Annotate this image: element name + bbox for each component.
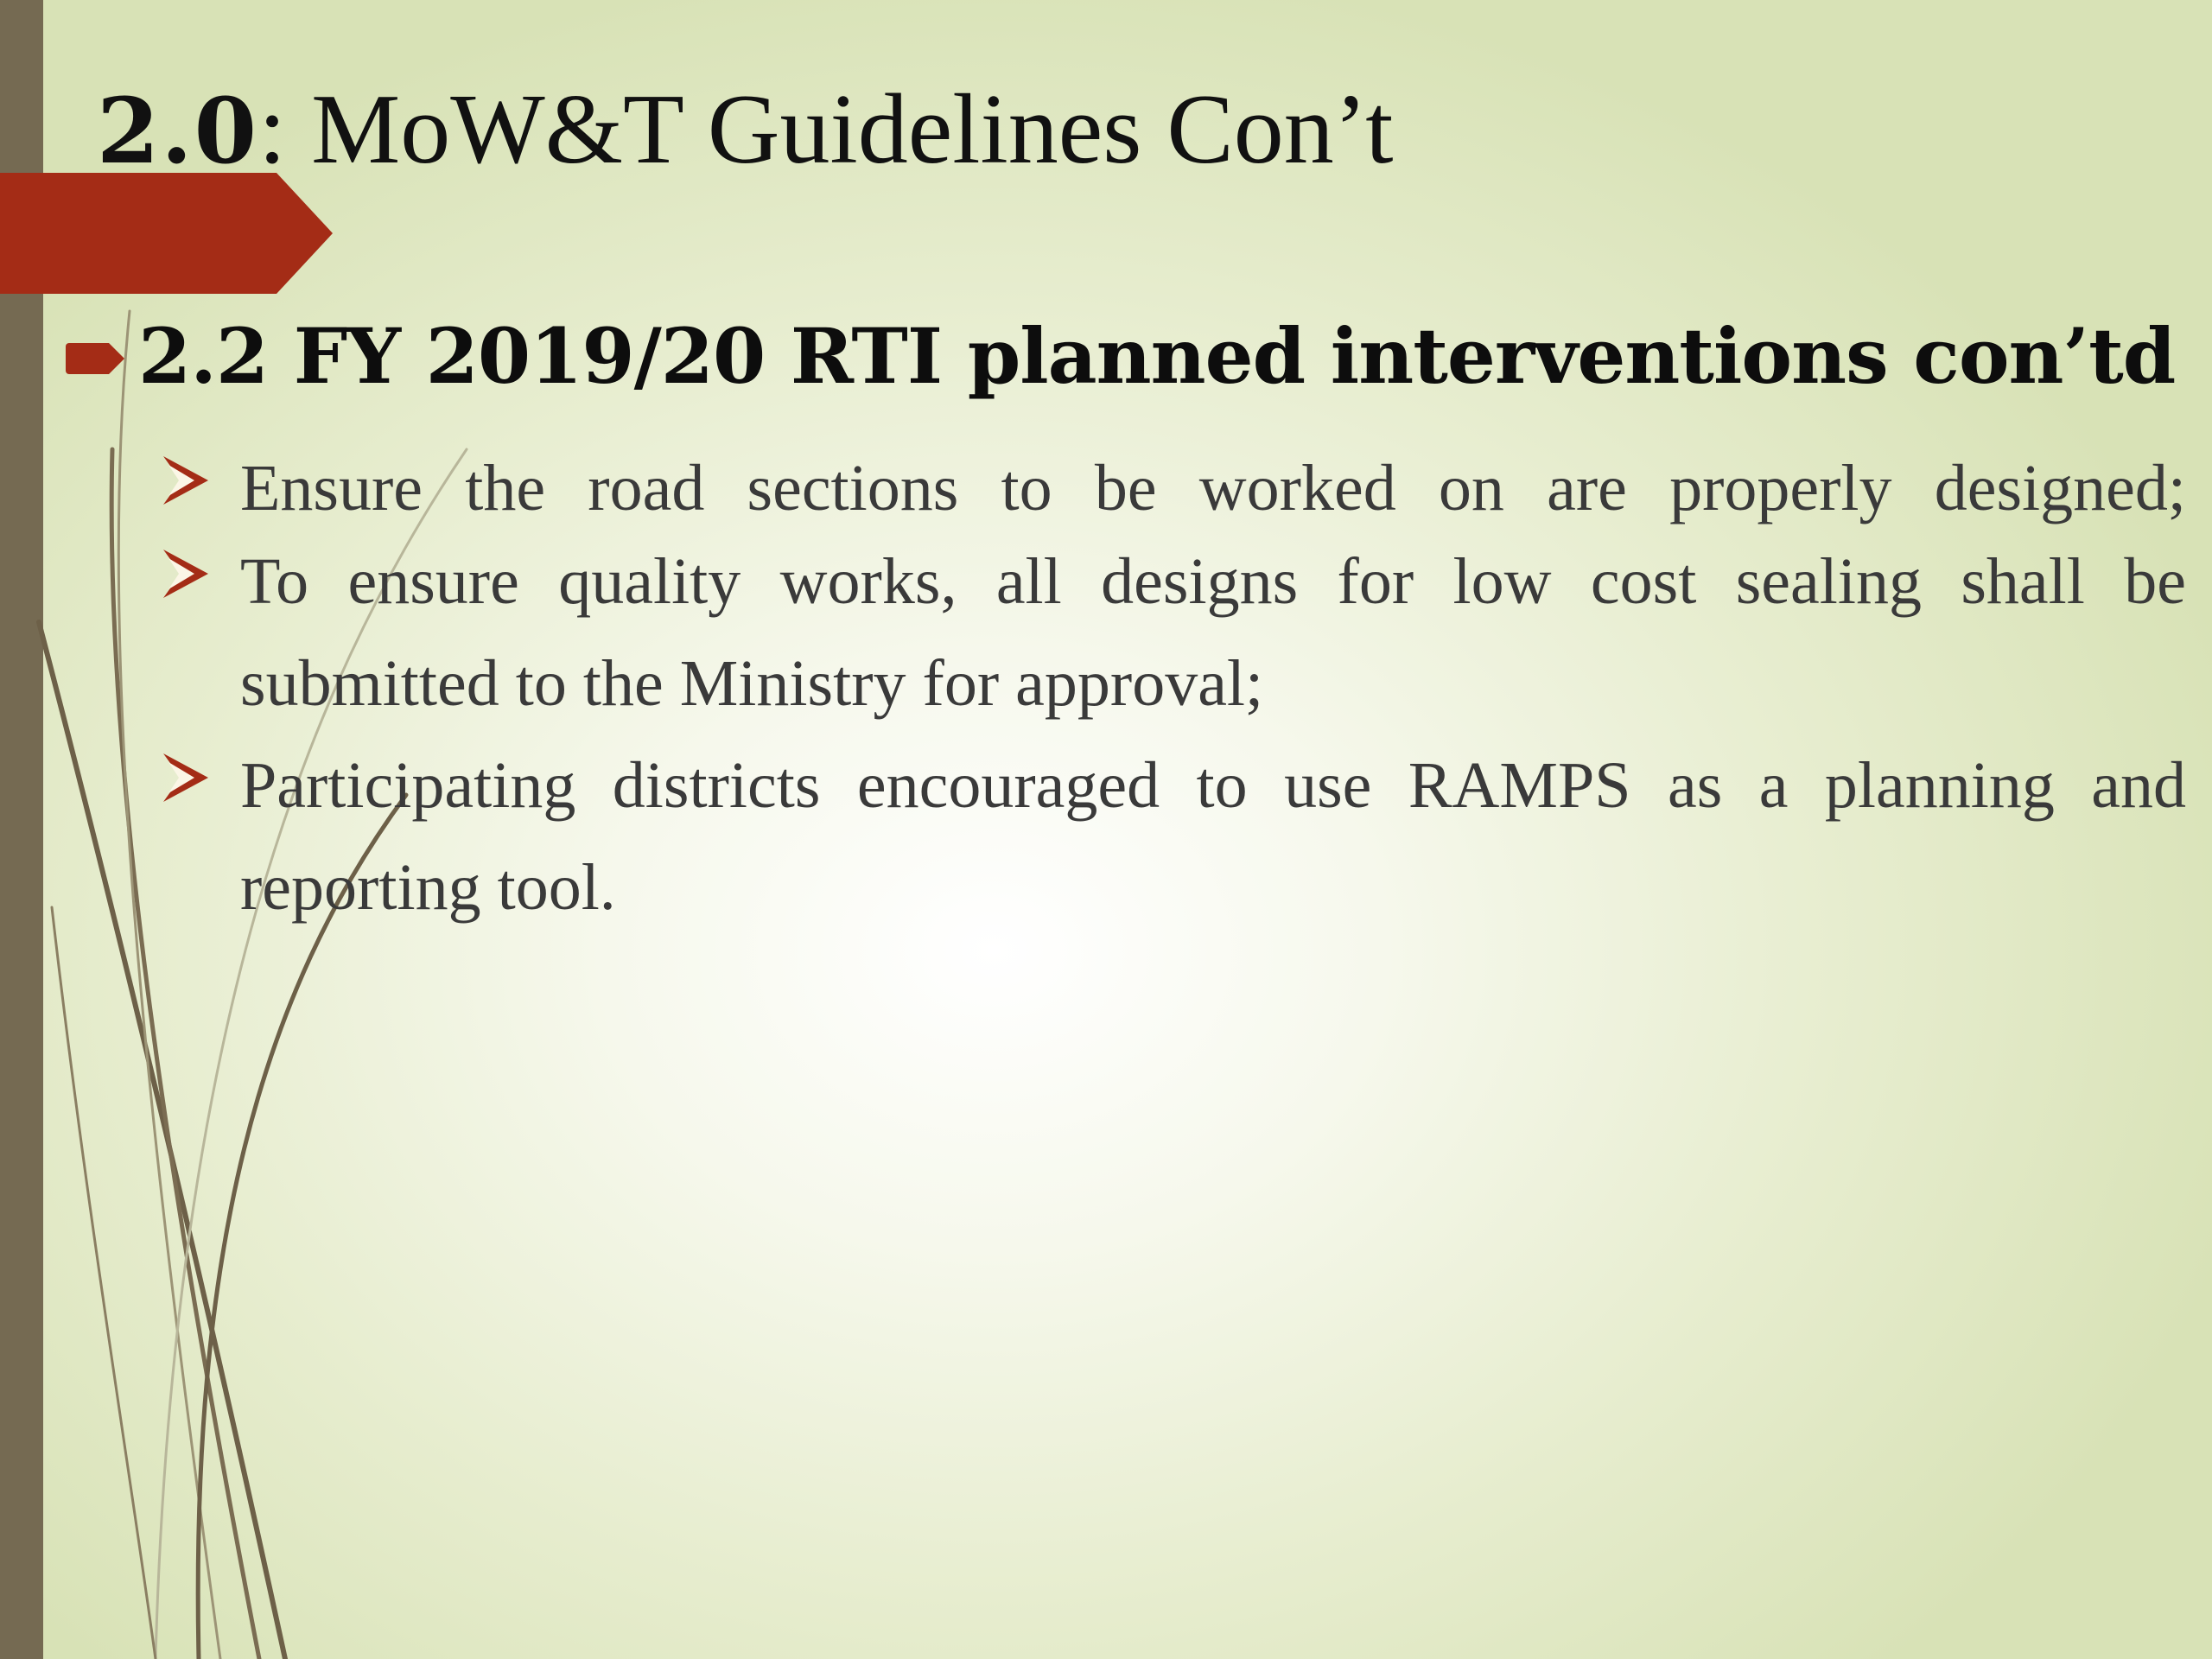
section-subheading: 2.2 FY 2019/20 RTI planned interventions con’td: [138, 311, 2176, 401]
chevron-arrow-icon: [160, 539, 212, 608]
slide-title: [97, 60, 1394, 200]
bullet-text: Participating districts encouraged to use RAMPS as a planning and reporting tool.: [240, 749, 2186, 924]
chevron-arrow-icon: [160, 743, 212, 812]
bullet-text: To ensure quality works, all designs for low cost sealing shall be submitted to the Ministry for approval;: [240, 545, 2186, 720]
chevron-arrow-icon: [160, 446, 212, 515]
title-text: : MoW&T Guidelines Con’t: [257, 74, 1394, 185]
bullet-text: Ensure the road sections to be worked on are properly designed;: [240, 452, 2186, 524]
title-number: 2.0: [97, 78, 258, 184]
